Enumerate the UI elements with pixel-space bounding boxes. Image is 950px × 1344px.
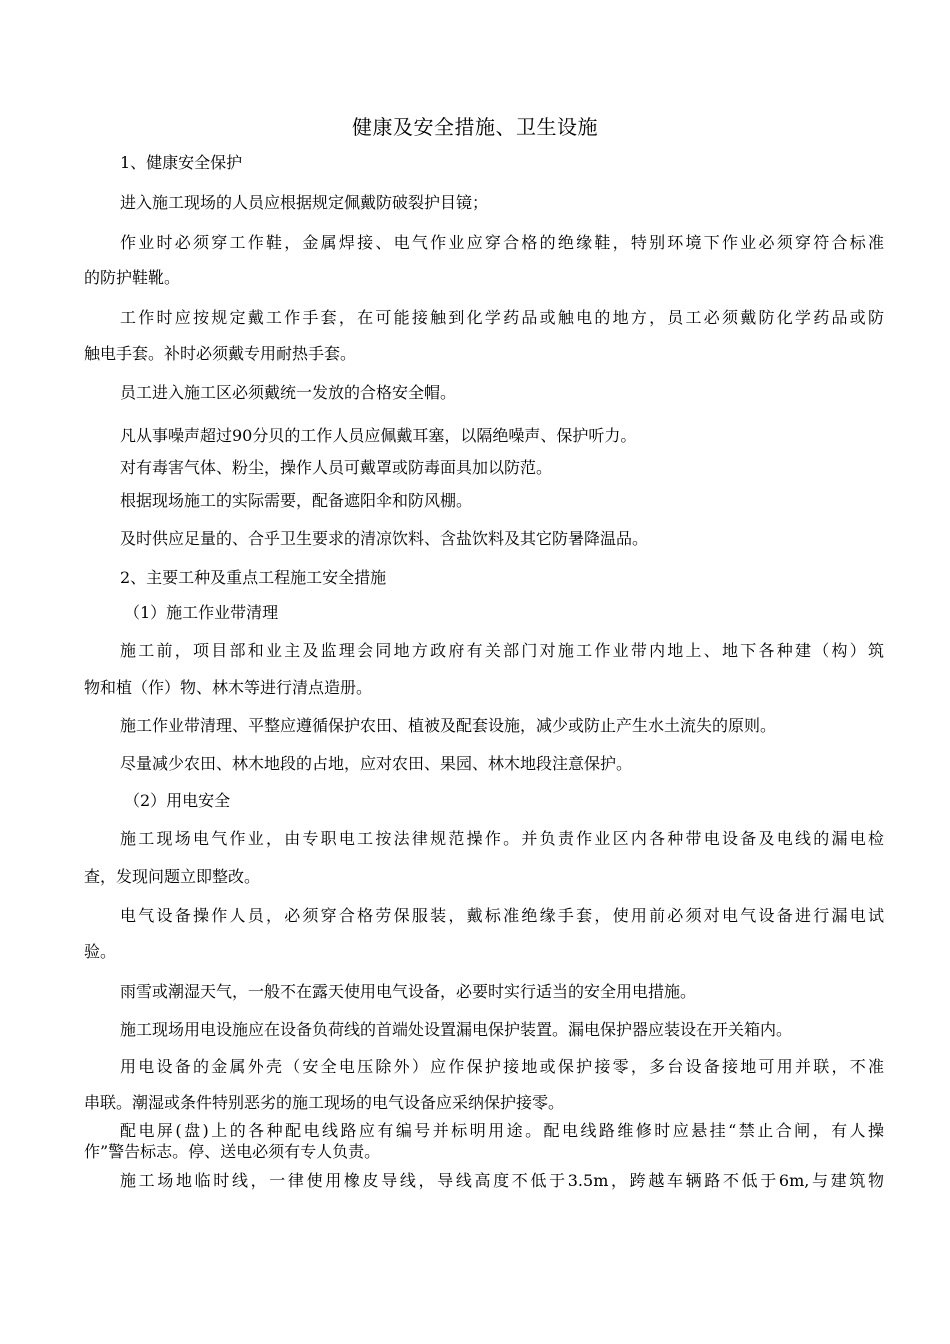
paragraph-line: 对有毒害气体、粉尘，操作人员可戴罩或防毒面具加以防范。: [120, 458, 553, 477]
paragraph-line: 施工现场电气作业，由专职电工按法律规范操作。并负责作业区内各种带电设备及电线的漏电检: [120, 829, 884, 848]
document-title: 健康及安全措施、卫生设施: [352, 115, 598, 139]
section-heading: 2、主要工种及重点工程施工安全措施: [120, 568, 387, 587]
paragraph-line: 尽量减少农田、林木地段的占地，应对农田、果园、林木地段注意保护。: [120, 754, 633, 773]
paragraph-line: 配电屏(盘)上的各种配电线路应有编号并标明用途。配电线路维修时应悬挂“禁止合闸，有人操: [120, 1121, 884, 1140]
paragraph-line: 及时供应足量的、合乎卫生要求的清凉饮料、含盐饮料及其它防暑降温品。: [120, 529, 649, 548]
paragraph-line: 触电手套。补时必须戴专用耐热手套。: [84, 344, 357, 363]
paragraph-line: 员工进入施工区必须戴统一发放的合格安全帽。: [120, 383, 457, 402]
section-heading: 1、健康安全保护: [120, 153, 243, 172]
paragraph-line: 电气设备操作人员，必须穿合格劳保服装，戴标准绝缘手套，使用前必须对电气设备进行漏电试: [120, 906, 884, 925]
paragraph-line: 施工作业带清理、平整应遵循保护农田、植被及配套设施，减少或防止产生水土流失的原则。: [120, 716, 777, 735]
paragraph-line: 雨雪或潮湿天气，一般不在露天使用电气设备，必要时实行适当的安全用电措施。: [120, 982, 697, 1001]
paragraph-line: 物和植（作）物、林木等进行清点造册。: [84, 678, 373, 697]
subsection-heading: （1）施工作业带清理: [124, 603, 279, 622]
paragraph-line: 施工场地临时线，一律使用橡皮导线，导线高度不低于3.5m，跨越车辆路不低于6m,与建筑物: [120, 1171, 884, 1190]
paragraph-line: 进入施工现场的人员应根据规定佩戴防破裂护目镜；: [120, 193, 489, 212]
paragraph-line: 查，发现问题立即整改。: [84, 867, 261, 886]
paragraph-line: 凡从事噪声超过90分贝的工作人员应佩戴耳塞，以隔绝噪声、保护听力。: [120, 426, 637, 445]
paragraph-line: 验。: [84, 942, 117, 961]
paragraph-line: 串联。潮湿或条件特别恶劣的施工现场的电气设备应采纳保护接零。: [84, 1093, 565, 1112]
subsection-heading: （2）用电安全: [124, 791, 231, 810]
paragraph-line: 作业时必须穿工作鞋，金属焊接、电气作业应穿合格的绝缘鞋，特别环境下作业必须穿符合标准: [120, 233, 884, 252]
paragraph-line: 施工现场用电设施应在设备负荷线的首端处设置漏电保护装置。漏电保护器应装设在开关箱内。: [120, 1020, 793, 1039]
paragraph-line: 的防护鞋靴。: [84, 268, 181, 287]
paragraph-line: 工作时应按规定戴工作手套，在可能接触到化学药品或触电的地方，员工必须戴防化学药品或防: [120, 308, 884, 327]
paragraph-line: 作”警告标志。停、送电必须有专人负责。: [84, 1142, 381, 1161]
paragraph-line: 用电设备的金属外壳（安全电压除外）应作保护接地或保护接零，多台设备接地可用并联，不准: [120, 1057, 884, 1076]
paragraph-line: 施工前，项目部和业主及监理会同地方政府有关部门对施工作业带内地上、地下各种建（构）筑: [120, 641, 884, 660]
paragraph-line: 根据现场施工的实际需要，配备遮阳伞和防风棚。: [120, 491, 473, 510]
